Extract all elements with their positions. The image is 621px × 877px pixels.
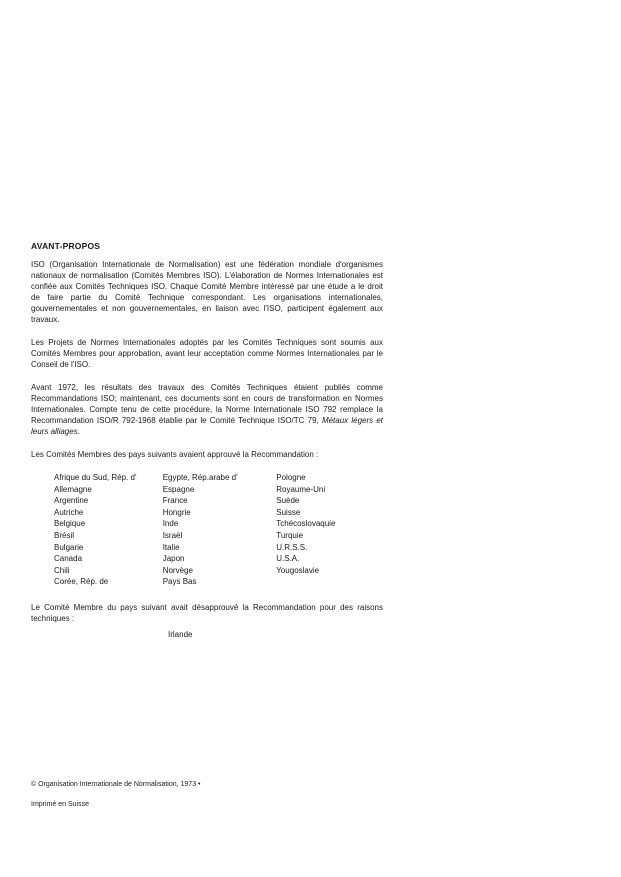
history-paragraph: [31, 382, 383, 437]
member-country: Royaume-Uni: [276, 484, 326, 494]
foreword-paragraph-1: ISO (Organisation Internationale de Normalisation) est une fédération mondiale d'organismes nationaux de normalisation (Comités Membres ISO). L'élaboration de Normes Internationales est confiée aux Comités Techniques ISO. Chaque Comité Membre intéressé par une étude a le droit de faire partie du Comité Technique correspondant. Les organisations internationales, gouvernementales et non gouvernementales, en liaison avec l'ISO, participent également aux travaux.: [31, 260, 383, 324]
committee-title: Métaux légers et leurs alliages: [31, 416, 383, 436]
members-column-2: [163, 472, 277, 588]
page-footer: [31, 780, 200, 810]
member-country: Italie: [162, 542, 180, 552]
members-column-3: [276, 472, 383, 588]
member-country: U.R.S.S.: [276, 542, 308, 552]
member-country: Allemagne: [54, 484, 92, 494]
members-column-1: [54, 472, 163, 588]
member-country: Inde: [162, 519, 179, 529]
disapproving-country: Irlande: [168, 629, 193, 639]
approval-intro: Les Comités Membres des pays suivants avaient approuvé la Recommandation :: [31, 450, 319, 459]
approving-members-list: [54, 472, 383, 588]
member-country: U.S.A.: [276, 554, 300, 564]
history-text: Avant 1972, les résultats des travaux des Comités Techniques étaient publiés comme Recommandations ISO; maintenant, ces documents sont en cours de transformation en Normes Internationales. Compte tenu de cette procédure, la Norme Internationale ISO 792 remplace la Recommandation ISO/R 792-1968 établie par le Comité Technique ISO/TC 79,: [31, 383, 383, 425]
copyright-notice: © Organisation Internationale de Normalisation, 1973 •: [31, 781, 201, 788]
member-country: Hongrie: [162, 507, 191, 517]
member-country: Bulgarie: [54, 542, 84, 552]
member-country: Pays Bas: [162, 577, 197, 587]
history-end: .: [77, 427, 80, 436]
member-country: Brésil: [54, 530, 75, 540]
foreword-paragraph-2: Les Projets de Normes Internationales adoptés par les Comités Techniques sont soumis aux Comités Membres pour approbation, avant leur acceptation comme Normes Internationales par le Conseil de l'ISO.: [31, 338, 383, 369]
disapproval-intro: Le Comité Membre du pays suivant avait désapprouvé la Recommandation pour des raisons techniques :: [31, 602, 383, 623]
member-country: Turquie: [276, 530, 304, 540]
member-country: Israël: [162, 530, 183, 540]
member-country: Suède: [276, 496, 300, 506]
member-country: Tchécoslovaquie: [276, 519, 336, 529]
member-country: Canada: [54, 554, 83, 564]
member-country: France: [162, 496, 188, 506]
member-country: Chili: [54, 565, 70, 575]
member-country: Suisse: [276, 507, 301, 517]
member-country: Yougoslavie: [276, 565, 320, 575]
member-country: Afrique du Sud, Rép. d': [54, 473, 137, 482]
member-country: Belgique: [54, 519, 86, 529]
section-heading: AVANT-PROPOS: [31, 241, 101, 251]
member-country: Argentine: [54, 496, 89, 506]
member-country: Espagne: [162, 484, 195, 494]
member-country: Autriche: [54, 507, 84, 517]
member-country: Egypte, Rép.arabe d': [162, 473, 238, 482]
member-country: Corée, Rép. de: [54, 577, 109, 587]
member-country: Japon: [162, 554, 185, 564]
foreword-section: [31, 241, 383, 639]
member-country: Norvège: [162, 565, 193, 575]
printed-notice: Imprimé en Suisse: [31, 801, 89, 808]
member-country: Pologne: [276, 473, 306, 482]
